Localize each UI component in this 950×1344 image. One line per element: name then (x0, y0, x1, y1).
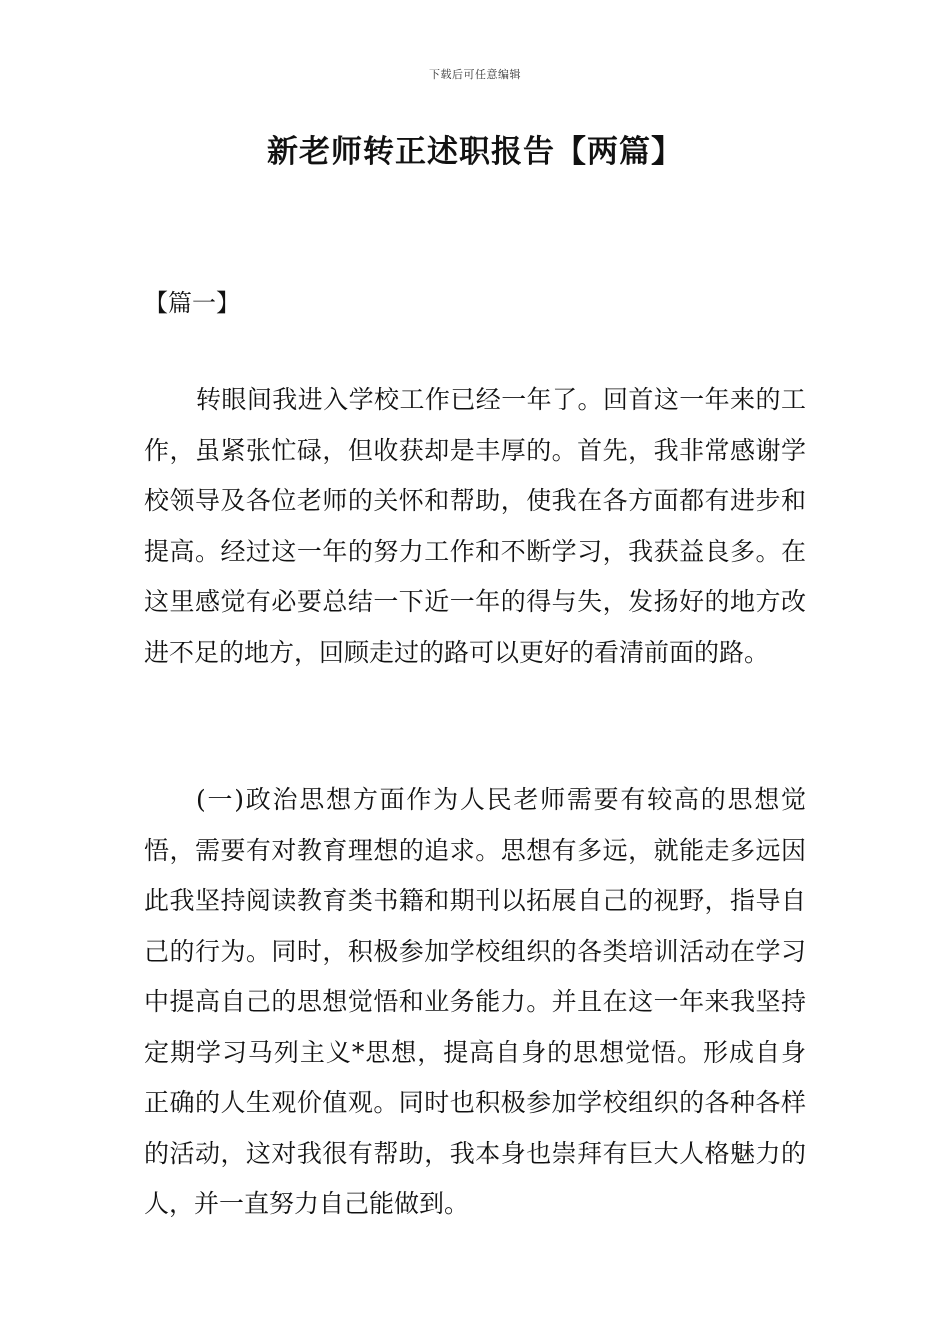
body-paragraph: (一)政治思想方面作为人民老师需要有较高的思想觉悟，需要有对教育理想的追求。思想有多远，就能走多远因此我坚持阅读教育类书籍和期刊以拓展自己的视野，指导自己的行为。同时，积极参加学校组织的各类培训活动在学习中提高自己的思想觉悟和业务能力。并且在这一年来我坚持定期学习马列主义*思想，提高自身的思想觉悟。形成自身正确的人生观价值观。同时也积极参加学校组织的各种各样的活动，这对我很有帮助，我本身也崇拜有巨大人格魅力的人，并一直努力自己能做到。 (144, 785, 806, 1218)
header-note: 下载后可任意编辑 (429, 68, 521, 81)
section-heading: 【篇一】 (144, 289, 240, 317)
document-title: 新老师转正述职报告【两篇】 (267, 134, 683, 170)
body-paragraph: 转眼间我进入学校工作已经一年了。回首这一年来的工作，虽紧张忙碌，但收获却是丰厚的。首先，我非常感谢学校领导及各位老师的关怀和帮助，使我在各方面都有进步和提高。经过这一年的努力工作和不断学习，我获益良多。在这里感觉有必要总结一下近一年的得与失，发扬好的地方改进不足的地方，回顾走过的路可以更好的看清前面的路。 (144, 385, 806, 667)
